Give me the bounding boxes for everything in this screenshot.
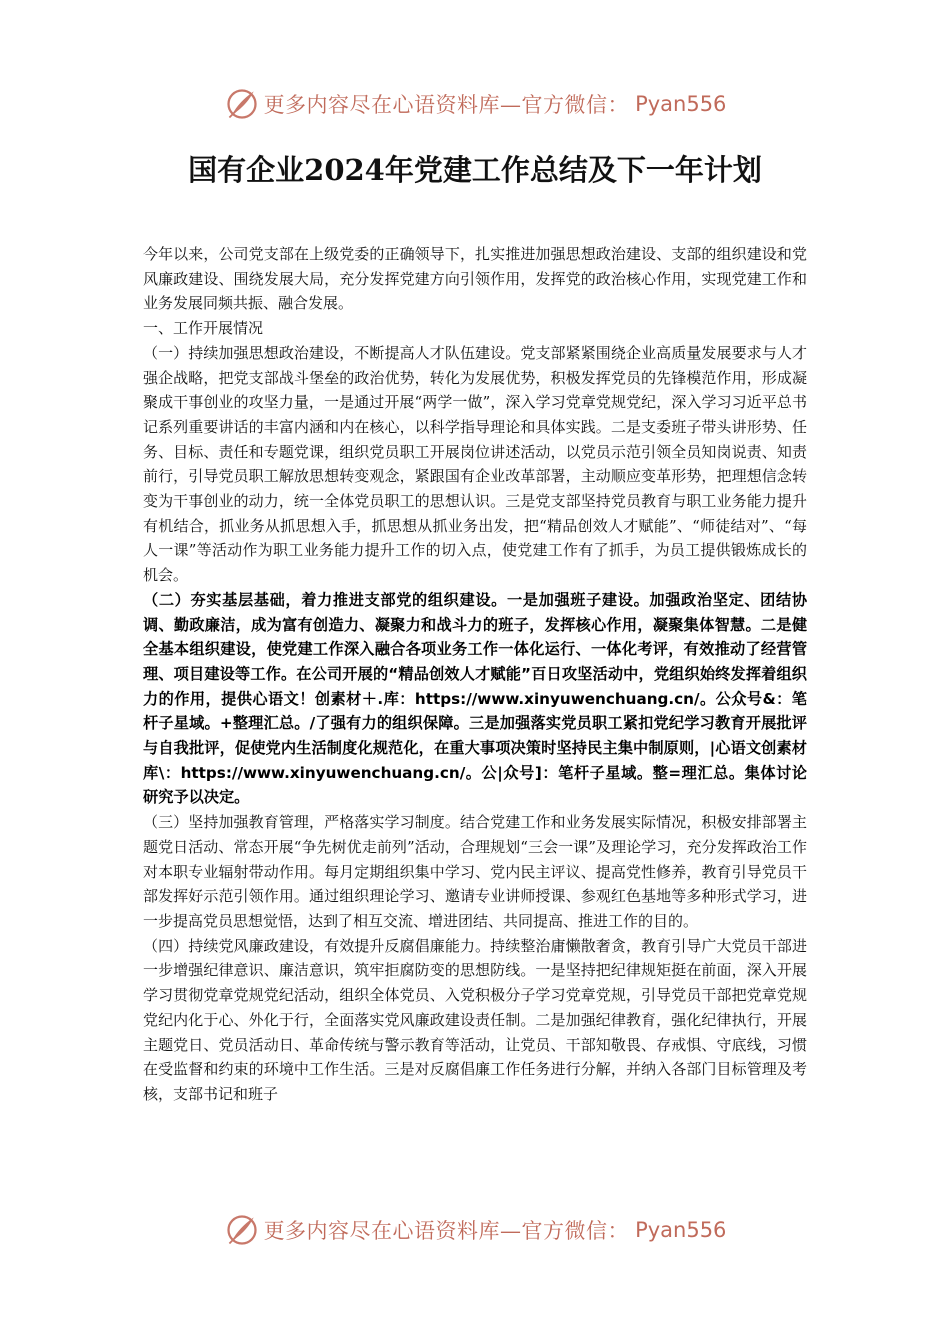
banner-wechat-id: Pyan556 bbox=[635, 1218, 727, 1242]
paragraph-ideology: （一）持续加强思想政治建设，不断提高人才队伍建设。党支部紧紧围绕企业高质量发展要求与人才强企战略，把党支部战斗堡垒的政治优势，转化为发展优势，积极发挥党员的先锋模范作用，形成凝聚成干事创业的攻坚力量，一是通过开展“两学一做”，深入学习党章党规党纪，深入学习习近平总书记系列重要讲话的丰富内涵和内在核心，以科学指导理论和具体实践。二是支委班子带头讲形势、任务、目标、责任和专题党课，组织党员职工开展岗位讲述活动，以党员示范引领全员知岗说责、知责前行，引导党员职工解放思想转变观念，紧跟国有企业改革部署，主动顺应变革形势，把理想信念转变为干事创业的动力，统一全体党员职工的思想认识。三是党支部坚持党员教育与职工业务能力提升有机结合，抓业务从抓思想入手，抓思想从抓业务出发，把“精品创效人才赋能”、“师徒结对”、“每人一课”等活动作为职工业务能力提升工作的切入点，使党建工作有了抓手，为员工提供锻炼成长的机会。 bbox=[143, 343, 807, 585]
document-title: 国有企业2024年党建工作总结及下一年计划 bbox=[188, 153, 762, 187]
footer-watermark-banner bbox=[0, 1210, 950, 1250]
quill-logo-icon bbox=[224, 86, 260, 122]
quill-logo-icon bbox=[224, 1212, 260, 1248]
header-watermark-banner bbox=[0, 84, 950, 124]
paragraph-education: （三）坚持加强教育管理，严格落实学习制度。结合党建工作和业务发展实际情况，积极安排部署主题党日活动、常态开展“争先树优走前列”活动，合理规划“三会一课”及理论学习，充分发挥政治工作对本职专业辐射带动作用。每月定期组织集中学习、党内民主评议、提高党性修养，教育引导党员干部发挥好示范引领作用。通过组织理论学习、邀请专业讲师授课、参观红色基地等多种形式学习，进一步提高党员思想觉悟，达到了相互交流、增进团结、共同提高、推进工作的目的。 bbox=[143, 813, 807, 930]
banner-wechat-id: Pyan556 bbox=[635, 92, 727, 116]
document-body bbox=[143, 242, 807, 1107]
banner-text: 更多内容尽在心语资料库—官方微信： bbox=[263, 93, 630, 117]
paragraph-organization: （二）夯实基层基础，着力推进支部党的组织建设。一是加强班子建设。加强政治坚定、团结协调、勤政廉洁，成为富有创造力、凝聚力和战斗力的班子，发挥核心作用，凝聚集体智慧。二是健全基本组织建设，使党建工作深入融合各项业务工作一体化运行、一体化考评，有效推动了经营管理、项目建设等工作。在公司开展的“精品创效人才赋能”百日攻坚活动中，党组织始终发挥着组织力的作用，提供心语文！创素材＋.库：https://www.xinyuwenchuang.cn/。公众号&：笔杆子星域。+整理汇总。/了强有力的组织保障。三是加强落实党员职工紧扣党纪学习教育开展批评与自我批评，促使党内生活制度化规范化，在重大事项决策时坚持民主集中制原则，|心语文创素材库\：https://www.xinyuwenchuang.cn/。公|众号]：笔杆子星域。整=理汇总。集体讨论研究予以决定。 bbox=[143, 590, 807, 807]
section-heading-work: 一、工作开展情况 bbox=[143, 319, 264, 338]
paragraph-integrity: （四）持续党风廉政建设，有效提升反腐倡廉能力。持续整治庸懒散奢贪，教育引导广大党员干部进一步增强纪律意识、廉洁意识，筑牢拒腐防变的思想防线。一是坚持把纪律规矩挺在前面，深入开展学习贯彻党章党规党纪活动，组织全体党员、入党积极分子学习党章党规，引导党员干部把党章党规党纪内化于心、外化于行，全面落实党风廉政建设责任制。二是加强纪律教育，强化纪律执行，开展主题党日、党员活动日、革命传统与警示教育等活动，让党员、干部知敬畏、存戒惧、守底线，习惯在受监督和约束的环境中工作生活。三是对反腐倡廉工作任务进行分解，并纳入各部门目标管理及考核，支部书记和班子 bbox=[143, 936, 807, 1103]
banner-text: 更多内容尽在心语资料库—官方微信： bbox=[263, 1219, 630, 1243]
paragraph-intro: 今年以来，公司党支部在上级党委的正确领导下，扎实推进加强思想政治建设、支部的组织建设和党风廉政建设、围绕发展大局，充分发挥党建方向引领作用，发挥党的政治核心作用，实现党建工作和业务发展同频共振、融合发展。 bbox=[143, 245, 807, 313]
